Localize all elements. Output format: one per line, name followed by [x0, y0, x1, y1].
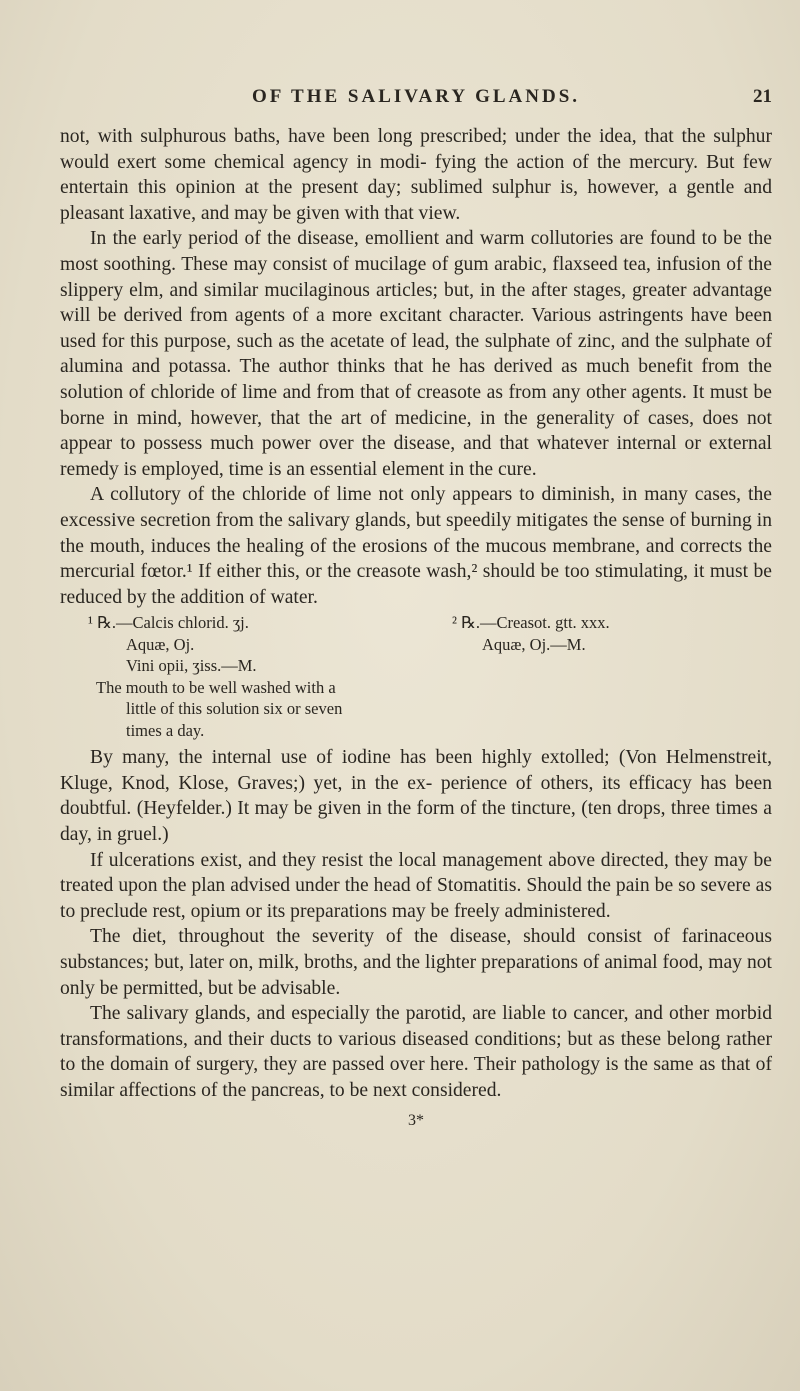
prescription-line: times a day. [126, 720, 205, 740]
running-header [60, 86, 772, 116]
prescription-right [416, 612, 772, 741]
paragraph: By many, the internal use of iodine has been highly extolled; (Von Helmenstreit, Kluge, Knod, Klose, Graves;) yet, in the ex- perience of others, its efficacy has been doubtful. (Heyfelder.) It may be given in the form of the tincture, (ten drops, three times a day, in gruel.) [60, 747, 772, 846]
prescription-line: ¹ ℞.—Calcis chlorid. ʒj. [88, 613, 249, 633]
paragraph: A collutory of the chloride of lime not only appears to diminish, in many cases, the excessive secretion from the salivary glands, but speedily mitigates the sense of burning in the mouth, induces the healing of the erosions of the mucous membrane, and corrects the mercurial fœtor.¹ If either this, or the creasote wash,² should be too stimulating, it must be reduced by the addition of water. [60, 484, 772, 608]
prescription-line: The mouth to be well washed with a [96, 677, 336, 697]
signature-mark: 3* [408, 1111, 424, 1129]
running-title: OF THE SALIVARY GLANDS. [251, 86, 581, 107]
prescription-left [60, 612, 416, 741]
paragraph: The salivary glands, and especially the parotid, are liable to cancer, and other morbid transformations, and their ducts to various diseased conditions; but as these belong rather to the domain of surgery, they are passed over here. Their pathology is the same as that of similar affections of the pancreas, to be next considered. [60, 1003, 772, 1101]
paragraph: In the early period of the disease, emollient and warm collutories are found to be the most soothing. These may consist of mucilage of gum arabic, flaxseed tea, infusion of the slippery elm, and similar mucilaginous articles; but, in the after stages, greater advantage will be derived from agents of a more excitant character. Various astringents have been used for this purpose, such as the acetate of lead, the sulphate of zinc, and the sulphate of alumina and potassa. The author thinks that he has derived as much benefit from the solution of chloride of lime and from that of creasote as from any other agents. It must be borne in mind, however, that the art of medicine, in the generality of cases, does not appear to possess much power over the disease, and that whatever internal or external remedy is employed, time is an essential element in the cure. [60, 228, 772, 480]
prescription-block [60, 612, 772, 741]
prescription-line: ² ℞.—Creasot. gtt. xxx. [452, 613, 610, 633]
prescription-line: Aquæ, Oj.—M. [482, 634, 586, 654]
paragraph: The diet, throughout the severity of the disease, should consist of farinaceous substances; but, later on, milk, broths, and the lighter preparations of animal food, may not only be permitted, but be advisable. [60, 926, 772, 999]
page-body [60, 124, 772, 1133]
prescription-line: Aquæ, Oj. [126, 634, 195, 654]
paragraph: If ulcerations exist, and they resist the local management above directed, they may be treated upon the plan advised under the head of Stomatitis. Should the pain be so severe as to preclude rest, opium or its preparations may be freely administered. [60, 849, 772, 922]
paragraph: not, with sulphurous baths, have been long prescribed; under the idea, that the sulphur would exert some chemical agency in modi- fying the action of the mercury. But few entertain this opinion at the present day; sublimed sulphur is, however, a gentle and pleasant laxative, and may be given with that view. [60, 126, 772, 224]
prescription-line: little of this solution six or seven [126, 699, 343, 719]
page-number: 21 [753, 86, 772, 107]
prescription-line: Vini opii, ʒiss.—M. [126, 656, 257, 676]
